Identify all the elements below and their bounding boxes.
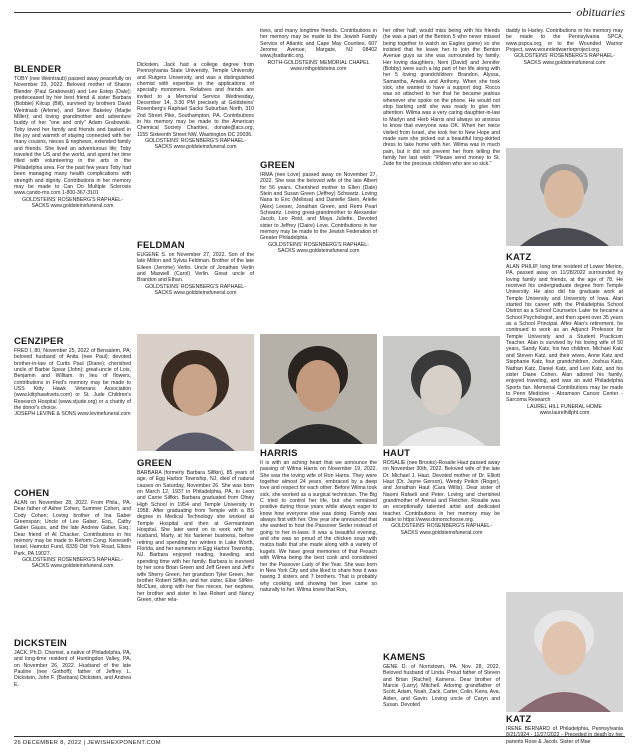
obituary-cenziper [14, 336, 131, 418]
obituary-name: GREEN [137, 458, 172, 469]
obituary-name: DICKSTEIN [14, 638, 67, 649]
obituary-harris [260, 448, 377, 593]
obituary-green-barbara [137, 458, 254, 603]
obituary-body: GENE D. of Norristown, PA. Nov. 28, 2022. Beloved husband of Linda. Proud father of Steven and Brian (Rachel) Kamens. Dear brother of Marcie (Larry) Mitchell. Adoring grandfather of Scott, Adam, Noah, Zack, Carter, Colin, Keira, Ava, Aiden, and Gavin. Loving uncle of Caryn and Susan. Devoted [383, 664, 500, 709]
obituary-green-irma [260, 160, 377, 254]
obituary-name: KATZ [506, 252, 532, 263]
page-footer [14, 736, 625, 748]
obituary-dickstein [14, 638, 131, 688]
obituary-blender [14, 64, 131, 209]
funeral-home: GOLDSTEINS' ROSENBERG'S RAPHAEL-SACKS www.goldsteinsfuneral.com [268, 241, 369, 255]
obituary-feldman [137, 240, 254, 296]
obituary-body: IRENE BERNARD of Philadelphia, Pennsylvania 8/21/1924 - 11/27/2022 - Preceded in death by her parents Rose & Jacob. Sister of Mae [506, 726, 623, 745]
funeral-home: GOLDSTEINS' ROSENBERG'S RAPHAEL-SACKS www.goldsteinsfuneral.com [145, 138, 246, 151]
section-header [14, 5, 625, 19]
portrait-image [383, 336, 500, 446]
obituary-body: ALAN on November 28, 2022. From Phila., PA. Dear father of Asher Cohen, Summer Cohen, and Cody Cohen; Loving brother of Ina Gaber Greenspan; Uncle of Lee Gaber, Esq., Cathy Gaber Gauss, and the late Andrew Gaber, Esq.; Dear friend of Al Chacker. Contributions in his memory may be made to Reform Cong. Keneseth Israel, Hamotzi Fund, 8339 Old York Road, Elkins Park, PA 19027. [14, 500, 131, 557]
portrait-image [137, 334, 254, 451]
photo-wilma-harris [260, 334, 377, 444]
funeral-home: LAUREL HILL FUNERAL HOME www.laurelhillphl.com [527, 403, 602, 416]
obituary-kamens-continued [506, 28, 623, 66]
obituary-harris-continued [383, 28, 500, 168]
obituary-body: It is with an aching heart that we announce the passing of Wilma Harris on November 19, 2022. She was the loving wife of Ron Harris. They were together almost 24 years, embraced by a deep love and respect for each other. Before Wilma took sick, she worked as a surgical technician. The Big C tried to control her life, but she remained positive during those years while always eager to know how everyone else was doing. Family was always first with her. One year she announced that she wanted to host the Passover Seder instead of going to her in-laws. It was a beautiful evening, and she was so proud of the chicken soup with matza balls that she made along with a variety of kugels. We have great memories of that Pesach with Wilma being the best cook and considered her the Passover Lady of the Year. She was born in New York City and she liked to share how it was having 3 sisters and 7 brothers. That is probably why cooking and showing her love came so naturally to her. Wilma knew that Ron, [260, 460, 377, 593]
obituary-green-barbara-continued [260, 28, 377, 72]
obituary-body: Dickstein. Jack had a college degree from Pennsylvania State University, Temple University and Rutgers University, and was a distinguished chemist with expertise in the applications of specialty monomers. Relatives and friends are invited to a Memorial Service Wednesday, December 14, 3:30 PM precisely at Goldsteins' Rosenberg's Raphael Sacks Suburban North, 310 2nd Street Pike, Southampton, PA. Contributions in his memory may be made to the American Chemical Society Charities, donate@acs.org, 1155 Sixteenth Street NW, Washington DC 20036. [137, 62, 254, 138]
obituary-haut [383, 448, 500, 536]
funeral-home: ROTH-GOLDSTEINS' MEMORIAL CHAPEL www.rothgoldsteins.com [267, 59, 370, 73]
photo-alan-katz [506, 148, 623, 246]
obituary-dickstein-continued [137, 62, 254, 151]
obituary-body: ALAN PHILIP, long time resident of Lower Merion, PA, passed away on 11/28/2022 surrounded by loving family and friends, at the age of 78. He received his undergraduate degree from Temple University. He also did his graduate work at Temple University and University of Iowa. Alan started his career with the Philadelphia School District as a School Counselor. Later he became a School Psychologist, and then spent over 35 years as a School Principal. After Alan's retirement, he continued to work as an Adjunct Professor for Temple University and a Student Practicum Teacher. Alan is survived by his loving wife of 50 years, Sandy Katz, his two children, Michael Katz and Steven Katz, and their wives, Anne Katz and Stephanie Katz, four grandchildren, Joshua Katz, Nathan Katz, Daniel Katz, and Levi Katz, and his sister Diane Cohen. Alan adored his family, enjoyed traveling, and was an avid Philadelphia Sports fan. Memorial Contributions may be made to Penn Medicine - Abramson Cancer Center - Sarcoma Research [506, 264, 623, 404]
obituary-body: daddy to Harley. Contributions in his memory may be made to the Pennsylvania SPCA, www.pspca.org, or to the Wounded Warrior Project, www.woundedwarriorproject.org [506, 28, 623, 54]
funeral-home: GOLDSTEINS' ROSENBERG'S RAPHAEL-SACKS www.goldsteinsfuneral.com [514, 53, 615, 66]
obituary-name: CENZIPER [14, 336, 64, 347]
obituary-body: BARBARA (formerly Barbara Silfkin), 85 years of age, of Egg Harbor Township, NJ, died of natural causes on Saturday, November 26. She was born on March 12, 1937 in Philadelphia, PA, to Leon and Carrie Silfkin. Barbara graduated from Olney High School in 1954 and Temple University in 1958. After graduating from Temple with a BS degree in Medical Technology she worked at Temple Hospital and then at Germantown Hospital. She later went on to work with her husband, Marty, at his fastener business, before retiring and spending her winters in Lake Worth, Florida, and her summers in Egg Harbor Township, NJ. Barbara enjoyed reading, traveling, and spending time with her family. Barbara is survived by her sons Brian Green and Jeff Green and Jeff's wife Sherry Green, her grandson Tyler Green, her brother Robert Silfkin, and her sister, Elise Silfkin-McClure, along with her five nieces, her nephew, her brother and sister in law Robert and Nancy Green, other rela- [137, 470, 254, 603]
obituary-body: FRED I, 80, November 25, 2022 of Bensalem, PA; beloved husband of Anita (nee Paul); devoted brother-in-law of Curtis Paul (Diane); cherished uncle of Barbie Spear (John); great-uncle of Lois, Benjamin and William. In lieu of flowers, contributions in Fred's memory may be made to USS Kitty Hawk Veterans Association (www.kittyhawkvets.com) or St. Jude Children's Research Hospital (www.stjude.org) or a charity of the donor's choice. [14, 348, 131, 412]
funeral-home: GOLDSTEINS' ROSENBERG'S RAPHAEL-SACKS www.goldsteinsfuneral.com [391, 523, 492, 536]
obituary-name: KAMENS [383, 652, 426, 663]
obituary-body: JACK, Ph.D. Chemist, a native of Philadelphia, PA, and long-time resident of Huntingdon Valley, PA, on November 26, 2022. Husband of the late Pauline (nee Gothoff); father of Jeffrey L. Dickstein, John F. (Barbara) Dickstein, and Andrea E. [14, 650, 131, 688]
obituary-body: tives, and many longtime friends. Contributions in her memory may be made to the Jewish Family Service of Atlantic and Cape May Counties, 607 Jerome Avenue, Margate, NJ 08402 www.jfsatlantic.org. [260, 28, 377, 60]
obituary-name: KATZ [506, 714, 532, 725]
portrait-image [260, 334, 377, 444]
funeral-home: GOLDSTEINS' ROSENBERG'S RAPHAEL-SACKS www.goldsteinsfuneral.com [145, 283, 246, 297]
obituary-name: FELDMAN [137, 240, 185, 251]
funeral-home: GOLDSTEINS' ROSENBERG'S RAPHAEL-SACKS www.goldsteinsfuneral.com [22, 196, 123, 209]
obituary-name: HARRIS [260, 448, 298, 459]
obituary-body: her other half, would miss being with his friends (he was a part of the Benton 5 who never missed being together to watch an Eagles game) so she insisted that he leave her to join the Benton Avenue guys as she was surrounded by family. Her loving daughters, Neni (David) and Jennifer (Bobby) were such a big part of her life along with her 5 loving grandchildren: Brandon, Alyssa, Samantha, Amelia and Anthony. When she took sick, she wanted to have a support dog. Rocco was so attached to her that he became jealous whenever she spoke on the phone. He would not stop barking until she was ready to give him attention. Wilma was a very caring daughter-in-law to Marlyn and Herb Harris and always so anxious to know that everyone was OK. When her niece visited from Israel, she took her to New Hope and made sure she picked out a beautiful long-skirted dress to take home with her. Wilma was in much pain, but it did not prevent her from telling the family her last wish: "Please send money to St. Jude for the precious children who are so sick." [383, 28, 500, 168]
obituary-name: HAUT [383, 448, 411, 459]
funeral-home: GOLDSTEINS' ROSENBERG'S RAPHAEL-SACKS www.goldsteinsfuneral.com [22, 557, 123, 570]
obituary-katz-alan [506, 252, 623, 416]
obituary-name: GREEN [260, 160, 295, 171]
portrait-image [506, 592, 623, 712]
section-label: obituaries [571, 5, 625, 19]
obituary-name: COHEN [14, 488, 50, 499]
obituary-body: EUGENE S. on November 27, 2022. Son of the late Milton and Sylvia Feldman. Brother of the late Eileen (Jerome) Verlin. Uncle of Jonathan Verlin and Maxwell (Carol) Verlin. Great uncle of Brandon and Ethan. [137, 252, 254, 284]
photo-barbara-green [137, 334, 254, 451]
obituary-cohen [14, 488, 131, 570]
obituary-body: TOBY (nee Weintraub) passed away peacefully on November 23, 2022. Beloved mother of Sharon Blender (Paul Grabowski) and Lee Estep (Dale); predeceased by her best friend & sister Barbara (Bobbie) Kilcup (Bill), survived by brothers David Weintraub (Arlene), and Steve Bakeley (Marjie Miller); and loving grandmother and adventure buddy of her "one and only" Adam Grabowski. Toby loved her family and friends and basked in the joy and warmth of staying connected with her many cousins, nieces & nephews, extended family and friends. She lived an adventurous life; Toby traveled the US and the world, and spent her time filled with volunteering in the arts in the Philadelphia area. For the past few years Toby had been managing many health complications with strength and dignity. Contributions in her memory may be made to Can Do Multiple Sclerosis www.cando-ms.com 1-800-367-3101 [14, 76, 131, 197]
obituary-name: BLENDER [14, 64, 62, 75]
obituary-body: IRMA (nee Love) passed away on November 27, 2022. She was the beloved wife of the late Albert for 56 years. Cherished mother to Ellen (Dale) Stein and Susan Green (Jeffrey) Schwartz. Loving Nana to Eric (Melissa) and Danielle Stein, Arielle (Alex) Leeser, Jonathan Green, and Remi Pearl Schwartz. Loving great-grandmother to Alexander Jacob, Leo Reid, and Maya Juliette. Devoted sister to Jeffrey (Claire) Love. Contributions in her memory may be made to the Jewish Federation of Greater Philadelphia. [260, 172, 377, 242]
section-rule [14, 12, 625, 13]
footer-text: 26 DECEMBER 8, 2022 | JEWISHEXPONENT.COM [14, 740, 161, 746]
photo-irene-katz [506, 592, 623, 712]
portrait-image [506, 148, 623, 246]
obituary-body: ROSALIE (nee Brooks)-Rosalie Haut passed away on November 30th, 2022. Beloved wife of the late Dr. Michael J. Haut. Devoted mother of Dr. Elliott Haut (Dr. Jayne Gerson), Wendy Peikin (Roger), and Jonathan Haut (Cara Willis). Dear sister of Naomi Rafaeli and Peter. Loving and cherished grandmother of Arenal and Fletcher. Rosalie was an exceptionally talented artist and dedicated teacher. Contributions in her memory may be made to https://www.donorschoose.org. [383, 460, 500, 524]
obituary-kamens [383, 652, 500, 708]
photo-rosalie-haut [383, 336, 500, 446]
funeral-home: JOSEPH LEVINE & SONS www.levinefuneral.com [14, 411, 131, 418]
